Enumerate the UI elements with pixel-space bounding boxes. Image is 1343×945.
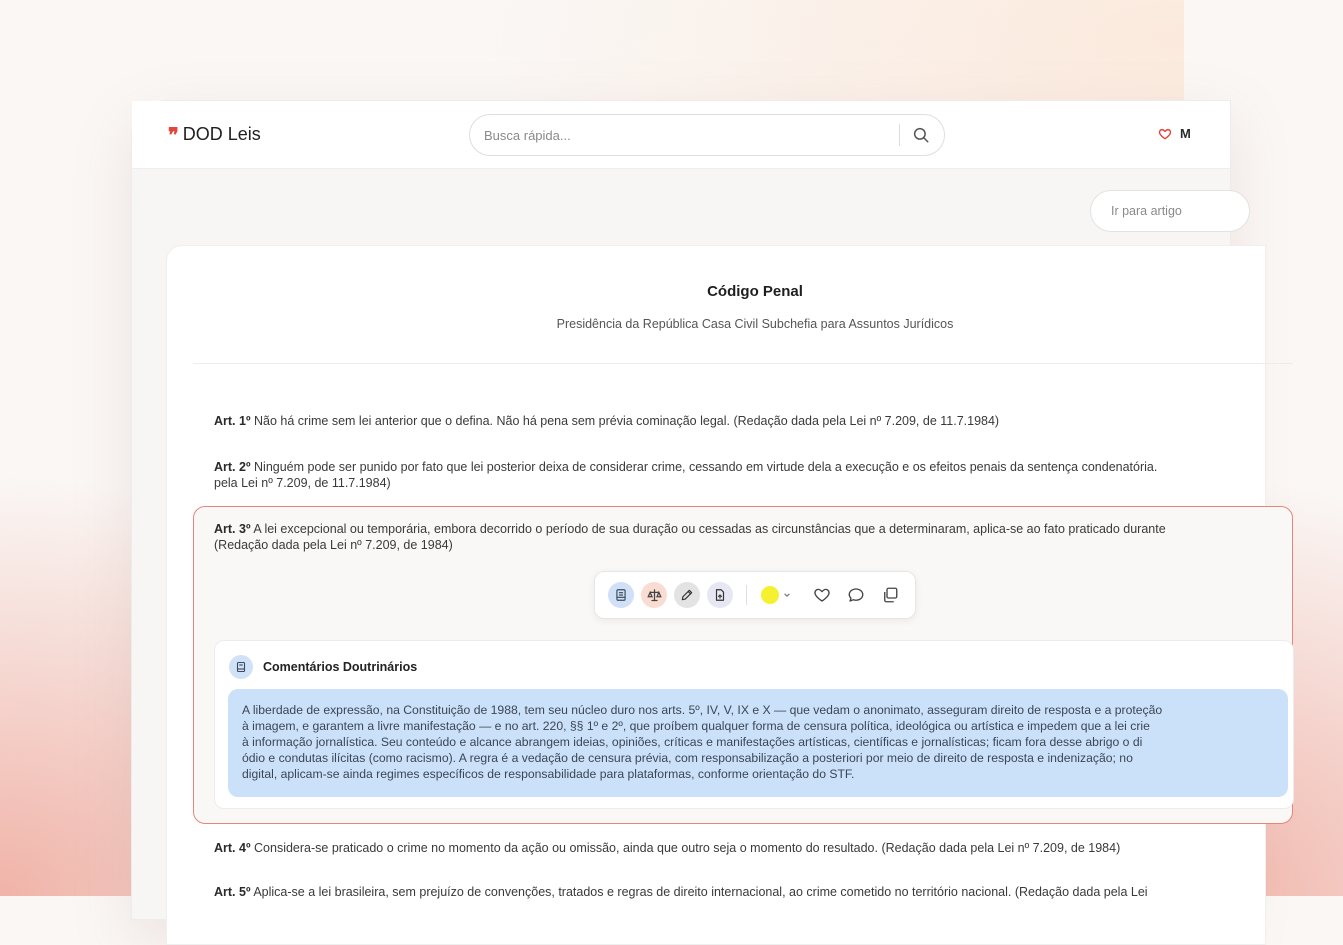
article-number: Art. 5º [214,885,251,899]
document-subtitle: Presidência da República Casa Civil Subchefia para Assuntos Jurídicos [556,317,954,331]
doctrine-badge-icon [229,655,253,679]
comments-body: A liberdade de expressão, na Constituição de 1988, tem seu núcleo duro nos arts. 5º, IV, V, IX e X — que vedam o anonimato, asseguram direito de resposta e a proteção à imagem, e garantem a livre manifestação — e no art. 220, §§ 1º e 2º, que proíbem qualquer forma de censura política, ideológica ou artística e impedem que a lei crie à informação jornalística. Seu conteúdo e alcance abrangem ideias, opiniões, críticas e manifestações artísticas, científicas e jornalísticas; ficam fora desse abrigo o di ódio e condutas ilícitas (como racismo). A regra é a vedação de censura prévia, com responsabilização a posteriori por meio de direito de resposta e indenização; no digital, aplicam-se ainda regimes específicos de responsabilidade para plataformas, conforme orientação do STF. [228,689,1288,797]
article-text: A lei excepcional ou temporária, embora decorrido o período de sua duração ou cessadas as circunstâncias que a determinaram, aplica-se ao fato praticado durante [253,522,1166,536]
comments-header [229,655,417,679]
article-text: Considera-se praticado o crime no momento da ação ou omissão, ainda que outro seja o momento do resultado. (Redação dada pela Lei nº 7.209, de 1984) [254,841,1121,855]
article-4[interactable] [214,840,1274,856]
comment-icon[interactable] [843,582,869,608]
article-number: Art. 3º [214,522,251,536]
divider [193,363,1293,364]
quote-logo-icon: ❞ [168,122,177,147]
copy-icon[interactable] [877,582,903,608]
doctrine-icon[interactable] [608,582,634,608]
article-toolbar [594,571,916,619]
article-number: Art. 2º [214,460,251,474]
pencil-icon[interactable] [674,582,700,608]
scales-icon[interactable] [641,582,667,608]
article-3-selected[interactable] [193,506,1293,824]
article-1[interactable] [214,413,1274,429]
search-icon[interactable] [908,122,934,148]
favorites-label: M [1180,126,1191,141]
document-panel [166,245,1266,945]
article-text-cont: (Redação dada pela Lei nº 7.209, de 1984) [214,538,453,552]
search-input[interactable] [484,128,899,143]
article-text: Não há crime sem lei anterior que o defina. Não há pena sem prévia cominação legal. (Redação dada pela Lei nº 7.209, de 11.7.1984) [254,414,1000,428]
chevron-down-icon [783,591,791,599]
file-export-icon[interactable] [707,582,733,608]
article-text: Ninguém pode ser punido por fato que lei posterior deixa de considerar crime, cessando em virtude dela a execução e os efeitos penais da sentença condenatória. [254,460,1158,474]
heart-outline-icon [1158,127,1172,141]
article-2[interactable] [214,459,1274,491]
article-text: Aplica-se a lei brasileira, sem prejuízo de convenções, tratados e regras de direito internacional, ao crime cometido no território nacional. (Redação dada pela Lei [253,885,1148,899]
search-bar [469,114,945,156]
app-window [131,100,1231,920]
highlight-color-picker[interactable] [761,586,791,604]
article-3 [214,521,1274,553]
article-number: Art. 1º [214,414,251,428]
favorites-link[interactable] [1158,126,1191,141]
highlight-color-swatch [761,586,779,604]
logo[interactable] [168,124,261,145]
article-text-cont: pela Lei nº 7.209, de 11.7.1984) [214,476,391,490]
top-bar [132,101,1230,169]
heart-icon[interactable] [809,582,835,608]
toolbar-divider [746,585,747,605]
doctrine-comments-card [214,640,1294,809]
goto-article [1090,190,1250,232]
article-5[interactable] [214,884,1274,900]
goto-article-input[interactable] [1111,204,1249,218]
article-number: Art. 4º [214,841,251,855]
document-title: Código Penal [707,283,803,300]
search-divider [899,124,900,146]
logo-text: DOD Leis [182,124,261,144]
comments-title: Comentários Doutrinários [263,660,418,674]
